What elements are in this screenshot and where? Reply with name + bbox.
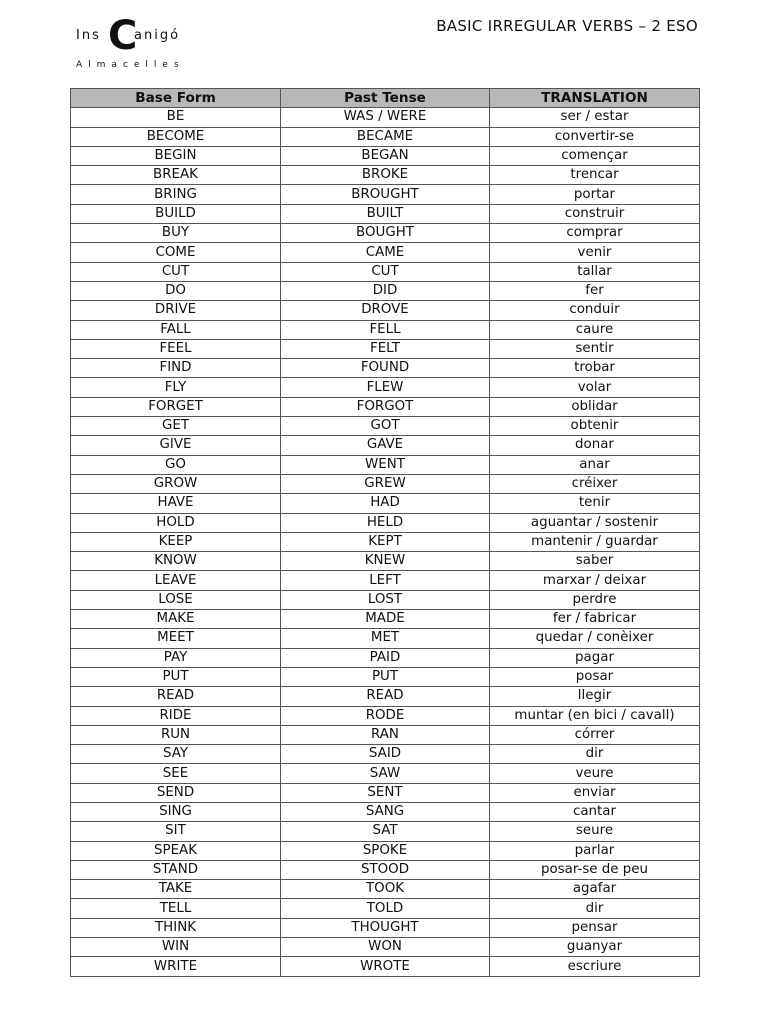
base-form-cell: FALL — [71, 320, 281, 339]
table-row — [71, 860, 700, 879]
past-tense-cell: FLEW — [281, 378, 490, 397]
base-form-cell: THINK — [71, 918, 281, 937]
translation-cell: enviar — [490, 783, 700, 802]
translation-cell: venir — [490, 243, 700, 262]
past-tense-cell: SANG — [281, 802, 490, 821]
table-row — [71, 783, 700, 802]
table-body — [71, 108, 700, 976]
past-tense-cell: WON — [281, 938, 490, 957]
base-form-cell: LOSE — [71, 590, 281, 609]
table-row — [71, 378, 700, 397]
table-row — [71, 243, 700, 262]
base-form-cell: BEGIN — [71, 146, 281, 165]
translation-cell: tenir — [490, 494, 700, 513]
translation-cell: guanyar — [490, 938, 700, 957]
past-tense-cell: FELL — [281, 320, 490, 339]
translation-cell: caure — [490, 320, 700, 339]
past-tense-cell: TOLD — [281, 899, 490, 918]
translation-cell: anar — [490, 455, 700, 474]
translation-cell: pagar — [490, 648, 700, 667]
past-tense-cell: BECAME — [281, 127, 490, 146]
base-form-cell: SING — [71, 802, 281, 821]
logo-canigo-text: anigó — [134, 28, 181, 43]
past-tense-cell: LOST — [281, 590, 490, 609]
past-tense-cell: STOOD — [281, 860, 490, 879]
translation-cell: trencar — [490, 166, 700, 185]
base-form-cell: KNOW — [71, 552, 281, 571]
translation-cell: muntar (en bici / cavall) — [490, 706, 700, 725]
translation-cell: marxar / deixar — [490, 571, 700, 590]
table-row — [71, 648, 700, 667]
base-form-cell: KEEP — [71, 532, 281, 551]
table-row — [71, 359, 700, 378]
table-row — [71, 938, 700, 957]
logo-town-text: Almacelles — [76, 60, 185, 70]
base-form-cell: BUILD — [71, 204, 281, 223]
base-form-cell: BREAK — [71, 166, 281, 185]
translation-cell: tallar — [490, 262, 700, 281]
past-tense-cell: LEFT — [281, 571, 490, 590]
past-tense-cell: RAN — [281, 725, 490, 744]
past-tense-cell: KNEW — [281, 552, 490, 571]
logo-c-letter: C — [108, 13, 138, 59]
table-row — [71, 880, 700, 899]
past-tense-cell: BUILT — [281, 204, 490, 223]
past-tense-cell: PUT — [281, 667, 490, 686]
table-row — [71, 629, 700, 648]
base-form-cell: PAY — [71, 648, 281, 667]
table-row — [71, 552, 700, 571]
base-form-cell: COME — [71, 243, 281, 262]
table-row — [71, 899, 700, 918]
table-row — [71, 764, 700, 783]
table-row — [71, 204, 700, 223]
base-form-cell: FIND — [71, 359, 281, 378]
base-form-cell: STAND — [71, 860, 281, 879]
translation-cell: llegir — [490, 687, 700, 706]
logo-ins-text: Ins — [76, 28, 101, 43]
base-form-cell: GIVE — [71, 436, 281, 455]
translation-cell: dir — [490, 899, 700, 918]
past-tense-cell: KEPT — [281, 532, 490, 551]
verbs-table — [70, 88, 700, 977]
translation-cell: oblidar — [490, 397, 700, 416]
past-tense-cell: DID — [281, 281, 490, 300]
translation-cell: posar-se de peu — [490, 860, 700, 879]
past-tense-cell: WAS / WERE — [281, 108, 490, 127]
base-form-cell: RIDE — [71, 706, 281, 725]
table-header-row — [71, 89, 700, 108]
translation-cell: veure — [490, 764, 700, 783]
table-row — [71, 494, 700, 513]
table-row — [71, 706, 700, 725]
translation-cell: pensar — [490, 918, 700, 937]
base-form-cell: READ — [71, 687, 281, 706]
table-row — [71, 590, 700, 609]
base-form-cell: SPEAK — [71, 841, 281, 860]
table-row — [71, 745, 700, 764]
base-form-cell: HOLD — [71, 513, 281, 532]
base-form-cell: GO — [71, 455, 281, 474]
past-tense-cell: CUT — [281, 262, 490, 281]
past-tense-cell: BROUGHT — [281, 185, 490, 204]
base-form-cell: MEET — [71, 629, 281, 648]
translation-cell: conduir — [490, 301, 700, 320]
translation-cell: començar — [490, 146, 700, 165]
past-tense-cell: GAVE — [281, 436, 490, 455]
table-row — [71, 822, 700, 841]
base-form-cell: MAKE — [71, 610, 281, 629]
past-tense-cell: MET — [281, 629, 490, 648]
table-row — [71, 262, 700, 281]
base-form-cell: BUY — [71, 224, 281, 243]
translation-cell: obtenir — [490, 417, 700, 436]
table-row — [71, 532, 700, 551]
past-tense-cell: BOUGHT — [281, 224, 490, 243]
translation-cell: mantenir / guardar — [490, 532, 700, 551]
school-logo — [76, 13, 216, 72]
past-tense-cell: SPOKE — [281, 841, 490, 860]
past-tense-cell: CAME — [281, 243, 490, 262]
table-row — [71, 571, 700, 590]
translation-cell: comprar — [490, 224, 700, 243]
translation-cell: escriure — [490, 957, 700, 976]
past-tense-cell: DROVE — [281, 301, 490, 320]
table-row — [71, 667, 700, 686]
translation-cell: cantar — [490, 802, 700, 821]
past-tense-cell: SAID — [281, 745, 490, 764]
translation-cell: convertir-se — [490, 127, 700, 146]
base-form-cell: GROW — [71, 474, 281, 493]
past-tense-cell: RODE — [281, 706, 490, 725]
base-form-cell: GET — [71, 417, 281, 436]
table-row — [71, 918, 700, 937]
base-form-cell: FORGET — [71, 397, 281, 416]
table-row — [71, 224, 700, 243]
base-form-cell: CUT — [71, 262, 281, 281]
table-row — [71, 957, 700, 976]
translation-cell: trobar — [490, 359, 700, 378]
past-tense-cell: HELD — [281, 513, 490, 532]
table-row — [71, 725, 700, 744]
table-row — [71, 436, 700, 455]
column-header-past-tense: Past Tense — [281, 89, 490, 108]
past-tense-cell: BEGAN — [281, 146, 490, 165]
translation-cell: volar — [490, 378, 700, 397]
translation-cell: quedar / conèixer — [490, 629, 700, 648]
translation-cell: dir — [490, 745, 700, 764]
translation-cell: fer / fabricar — [490, 610, 700, 629]
translation-cell: ser / estar — [490, 108, 700, 127]
table-row — [71, 802, 700, 821]
table-row — [71, 166, 700, 185]
translation-cell: posar — [490, 667, 700, 686]
translation-cell: construir — [490, 204, 700, 223]
past-tense-cell: FELT — [281, 339, 490, 358]
past-tense-cell: WROTE — [281, 957, 490, 976]
table-row — [71, 108, 700, 127]
base-form-cell: BECOME — [71, 127, 281, 146]
base-form-cell: HAVE — [71, 494, 281, 513]
past-tense-cell: SENT — [281, 783, 490, 802]
base-form-cell: SIT — [71, 822, 281, 841]
base-form-cell: TAKE — [71, 880, 281, 899]
table-row — [71, 320, 700, 339]
base-form-cell: DO — [71, 281, 281, 300]
translation-cell: créixer — [490, 474, 700, 493]
table-row — [71, 455, 700, 474]
past-tense-cell: BROKE — [281, 166, 490, 185]
past-tense-cell: GOT — [281, 417, 490, 436]
past-tense-cell: HAD — [281, 494, 490, 513]
table-row — [71, 513, 700, 532]
table-row — [71, 301, 700, 320]
base-form-cell: TELL — [71, 899, 281, 918]
translation-cell: aguantar / sostenir — [490, 513, 700, 532]
past-tense-cell: FORGOT — [281, 397, 490, 416]
translation-cell: sentir — [490, 339, 700, 358]
base-form-cell: RUN — [71, 725, 281, 744]
base-form-cell: FLY — [71, 378, 281, 397]
base-form-cell: SEE — [71, 764, 281, 783]
column-header-base-form: Base Form — [71, 89, 281, 108]
base-form-cell: LEAVE — [71, 571, 281, 590]
translation-cell: perdre — [490, 590, 700, 609]
table-row — [71, 281, 700, 300]
translation-cell: portar — [490, 185, 700, 204]
past-tense-cell: MADE — [281, 610, 490, 629]
past-tense-cell: SAW — [281, 764, 490, 783]
document-title: BASIC IRREGULAR VERBS – 2 ESO — [436, 17, 698, 35]
base-form-cell: PUT — [71, 667, 281, 686]
translation-cell: fer — [490, 281, 700, 300]
table-row — [71, 397, 700, 416]
past-tense-cell: WENT — [281, 455, 490, 474]
table-row — [71, 339, 700, 358]
translation-cell: córrer — [490, 725, 700, 744]
table-row — [71, 417, 700, 436]
table-row — [71, 474, 700, 493]
past-tense-cell: TOOK — [281, 880, 490, 899]
base-form-cell: WIN — [71, 938, 281, 957]
past-tense-cell: THOUGHT — [281, 918, 490, 937]
base-form-cell: BRING — [71, 185, 281, 204]
past-tense-cell: FOUND — [281, 359, 490, 378]
table-row — [71, 185, 700, 204]
translation-cell: seure — [490, 822, 700, 841]
base-form-cell: FEEL — [71, 339, 281, 358]
past-tense-cell: SAT — [281, 822, 490, 841]
base-form-cell: SAY — [71, 745, 281, 764]
table-row — [71, 146, 700, 165]
translation-cell: saber — [490, 552, 700, 571]
past-tense-cell: PAID — [281, 648, 490, 667]
table-row — [71, 127, 700, 146]
base-form-cell: DRIVE — [71, 301, 281, 320]
table-row — [71, 610, 700, 629]
translation-cell: donar — [490, 436, 700, 455]
table-row — [71, 687, 700, 706]
translation-cell: parlar — [490, 841, 700, 860]
translation-cell: agafar — [490, 880, 700, 899]
base-form-cell: WRITE — [71, 957, 281, 976]
base-form-cell: SEND — [71, 783, 281, 802]
column-header-translation: TRANSLATION — [490, 89, 700, 108]
past-tense-cell: READ — [281, 687, 490, 706]
base-form-cell: BE — [71, 108, 281, 127]
past-tense-cell: GREW — [281, 474, 490, 493]
table-row — [71, 841, 700, 860]
